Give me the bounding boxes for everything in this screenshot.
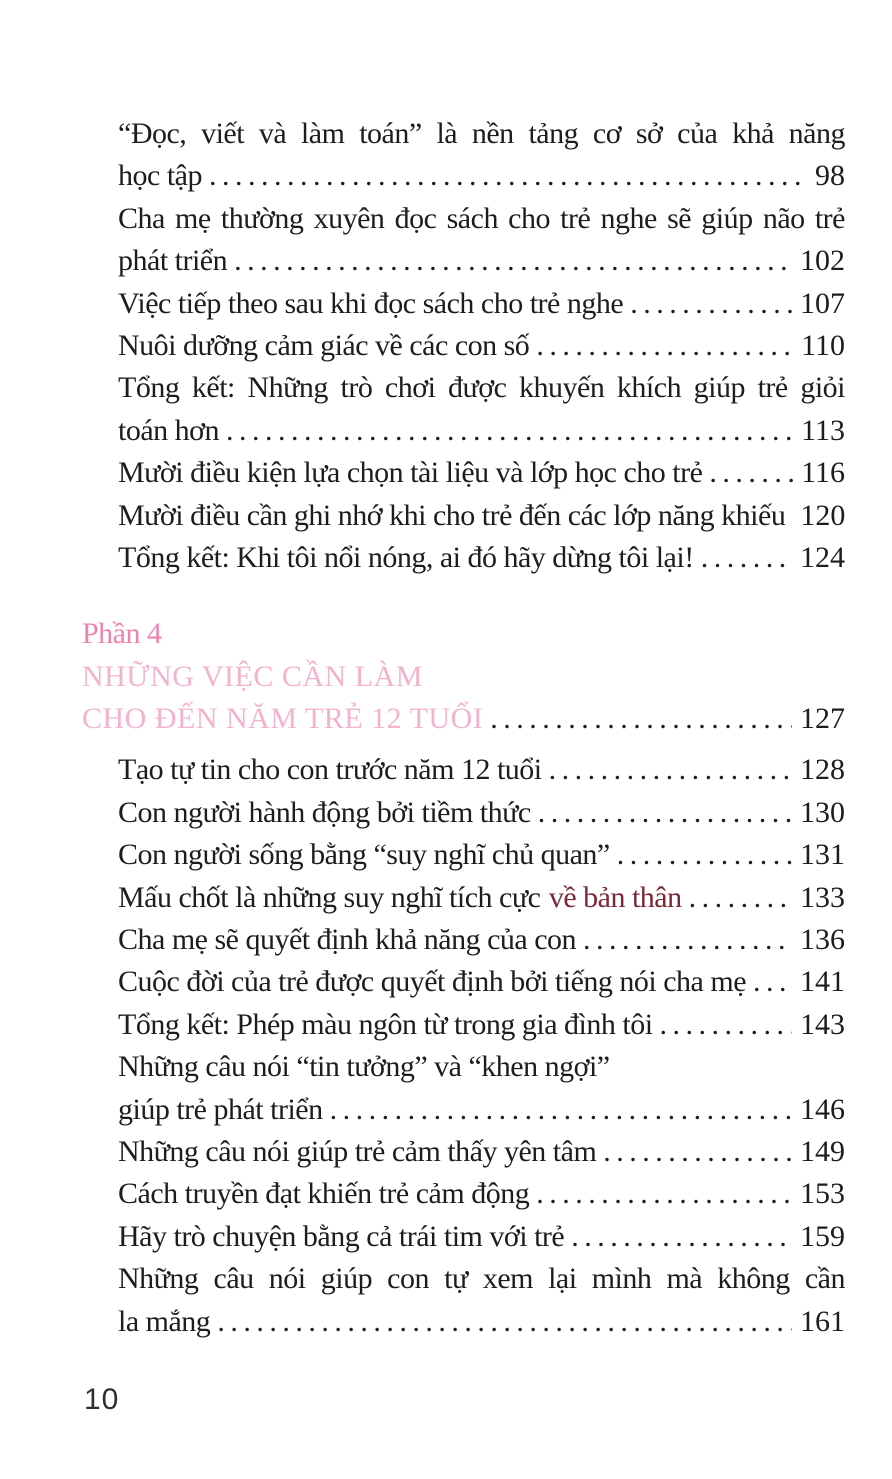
toc-page-number: 110: [801, 328, 845, 362]
toc-entry: [118, 537, 845, 579]
toc-entry: [118, 877, 845, 919]
toc-page-number: 131: [800, 838, 845, 872]
toc-page-number: 113: [801, 413, 845, 447]
toc-entry: [118, 495, 845, 537]
toc-line-text: Con người hành động bởi tiềm thức: [118, 795, 531, 829]
dot-leader: [603, 1131, 792, 1173]
toc: [82, 113, 846, 1343]
toc-line-text: Tạo tự tin cho con trước năm 12 tuổi: [118, 753, 542, 787]
toc-page-number: 133: [800, 880, 845, 914]
toc-entry: [118, 1089, 845, 1131]
toc-entry-text-line: [118, 367, 845, 409]
dot-leader: [660, 1004, 792, 1046]
dot-leader: [583, 919, 792, 961]
toc-page-number: 127: [800, 702, 845, 736]
toc-line-text: CHO ĐẾN NĂM TRẺ 12 TUỔI: [82, 702, 484, 736]
toc-line-text-tinted: về bản thân: [548, 880, 682, 914]
toc-page-number: 153: [800, 1177, 845, 1211]
toc-entry: [118, 283, 845, 325]
toc-page-number: 120: [800, 498, 846, 532]
dot-leader: [234, 240, 792, 282]
dot-leader: [701, 537, 792, 579]
toc-line-text: Những câu nói giúp trẻ cảm thấy yên tâm: [118, 1134, 597, 1168]
dot-leader: [689, 877, 792, 919]
toc-line-text: Cách truyền đạt khiến trẻ cảm động: [118, 1177, 530, 1211]
toc-entry: [118, 961, 845, 1003]
toc-page-number: 149: [800, 1134, 845, 1168]
toc-line-text: “Đọc, viết và làm toán” là nền tảng cơ sở của khả năng: [118, 117, 845, 150]
toc-entry: [118, 834, 845, 876]
toc-page-number: 146: [800, 1092, 845, 1126]
toc-line-text: Mười điều cần ghi nhớ khi cho trẻ đến các lớp năng khiếu: [118, 498, 786, 532]
dot-leader: [538, 792, 792, 834]
toc-line-text: Tổng kết: Phép màu ngôn từ trong gia đình tôi: [118, 1007, 653, 1041]
toc-section-number: [82, 613, 845, 655]
toc-entry: [118, 1216, 845, 1258]
toc-line-text: Con người sống bằng “suy nghĩ chủ quan”: [118, 838, 610, 872]
toc-line-text: Mấu chốt là những suy nghĩ tích cực: [118, 880, 541, 914]
toc-line-text: Những câu nói “tin tưởng” và “khen ngợi”: [118, 1050, 610, 1084]
toc-page-number: 116: [801, 456, 845, 490]
toc-section-heading: [82, 656, 845, 698]
toc-entry: [118, 155, 845, 197]
toc-line-text: NHỮNG VIỆC CẦN LÀM: [82, 659, 423, 693]
toc-section-heading-entry: [82, 698, 845, 740]
toc-entry: [118, 410, 845, 452]
toc-line-text: phát triển: [118, 244, 228, 278]
dot-leader: [226, 410, 793, 452]
dot-leader: [753, 961, 792, 1003]
toc-page-number: 161: [800, 1304, 845, 1338]
toc-line-text: la mắng: [118, 1304, 211, 1338]
toc-entry: [118, 919, 845, 961]
toc-page-number: 102: [800, 244, 845, 278]
toc-entry-text-line: [118, 1258, 845, 1300]
dot-leader: [630, 283, 792, 325]
toc-entry: [118, 792, 845, 834]
toc-line-text: Việc tiếp theo sau khi đọc sách cho trẻ nghe: [118, 286, 624, 320]
dot-leader: [549, 749, 792, 791]
toc-line-text: Phần 4: [82, 617, 162, 651]
folio-page-number: 10: [84, 1383, 120, 1416]
toc-page-number: 98: [815, 159, 845, 193]
toc-entry-text-line: [118, 198, 845, 240]
toc-line-text: Cha mẹ thường xuyên đọc sách cho trẻ nghe sẽ giúp não trẻ: [118, 201, 845, 235]
toc-page-number: 141: [800, 965, 845, 999]
toc-entry: [118, 749, 845, 791]
toc-line-text: Cuộc đời của trẻ được quyết định bởi tiếng nói cha mẹ: [118, 965, 747, 999]
toc-entry: [118, 1004, 845, 1046]
toc-entry: [118, 325, 845, 367]
toc-page-number: 124: [800, 540, 845, 574]
dot-leader: [490, 698, 792, 740]
toc-entry: [118, 452, 845, 494]
toc-line-text: Những câu nói giúp con tự xem lại mình mà không cần: [118, 1262, 845, 1296]
toc-page-number: 107: [800, 286, 845, 320]
toc-page-number: 136: [800, 923, 845, 957]
toc-line-text: Mười điều kiện lựa chọn tài liệu và lớp học cho trẻ: [118, 456, 703, 490]
toc-page-number: 159: [800, 1219, 845, 1253]
toc-line-text: Tổng kết: Khi tôi nổi nóng, ai đó hãy dừng tôi lại!: [118, 540, 694, 574]
dot-leader: [330, 1089, 792, 1131]
toc-entry-text-line: [118, 1046, 845, 1088]
dot-leader: [209, 155, 807, 197]
toc-entry: [118, 1131, 845, 1173]
toc-entry: [118, 240, 845, 282]
toc-line-text: Tổng kết: Những trò chơi được khuyến khích giúp trẻ giỏi: [118, 371, 845, 405]
toc-line-text: giúp trẻ phát triển: [118, 1092, 323, 1126]
dot-leader: [617, 834, 792, 876]
dot-leader: [571, 1216, 792, 1258]
toc-line-text: Hãy trò chuyện bằng cả trái tim với trẻ: [118, 1219, 565, 1253]
toc-line-text: Nuôi dưỡng cảm giác về các con số: [118, 328, 530, 362]
toc-entry: [118, 1301, 845, 1343]
toc-entry-text-line: [118, 113, 845, 155]
dot-leader: [709, 452, 793, 494]
toc-page-number: 128: [800, 753, 845, 787]
dot-leader: [536, 1173, 792, 1215]
toc-page-number: 130: [800, 795, 845, 829]
dot-leader: [536, 325, 793, 367]
dot-leader: [217, 1301, 792, 1343]
toc-page-number: 143: [800, 1007, 845, 1041]
toc-entry: [118, 1173, 845, 1215]
toc-line-text: học tập: [118, 159, 202, 193]
toc-line-text: Cha mẹ sẽ quyết định khả năng của con: [118, 923, 577, 957]
toc-line-text: toán hơn: [118, 413, 220, 447]
